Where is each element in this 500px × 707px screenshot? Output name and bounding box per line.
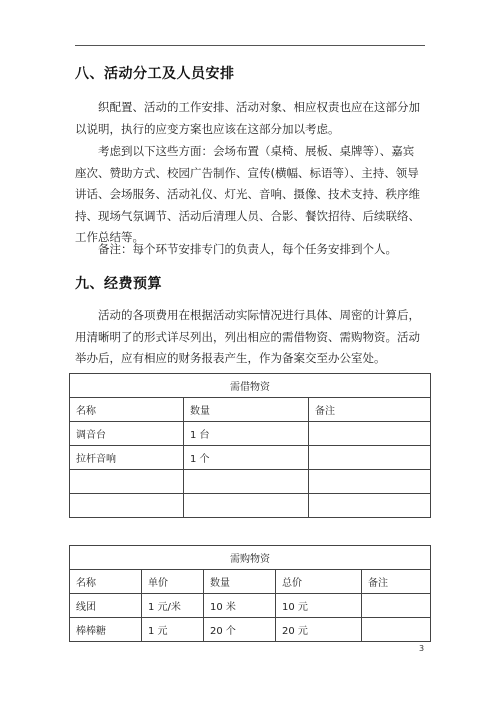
section-9-heading: 九、经费预算: [75, 276, 162, 292]
purchase-cell: 10 米: [204, 594, 276, 618]
borrow-cell: 1 台: [184, 422, 309, 446]
purchase-header-total: 总价: [276, 570, 362, 594]
table-row: [70, 618, 431, 642]
borrow-header-remark: 备注: [309, 398, 431, 422]
borrow-cell: [309, 422, 431, 446]
borrow-cell: [309, 446, 431, 470]
borrow-cell: [309, 470, 431, 494]
section-9-paragraph-1: 活动的各项费用在根据活动实际情况进行具体、周密的计算后，用清晰明了的形式详尽列出，列出相应的需借物资、需购物资。活动举办后，应有相应的财务报表产生，作为备案交至办公室处。: [75, 308, 420, 365]
table-row: [70, 470, 431, 494]
purchase-cell: [362, 618, 431, 642]
purchase-cell: [362, 594, 431, 618]
borrow-header-quantity: 数量: [184, 398, 309, 422]
borrow-table-caption: 需借物资: [70, 374, 431, 398]
table-row: [70, 422, 431, 446]
purchase-cell: 线团: [70, 594, 142, 618]
borrow-cell: [70, 494, 184, 518]
purchase-cell: 10 元: [276, 594, 362, 618]
borrow-cell: [184, 470, 309, 494]
borrow-cell: 1 个: [184, 446, 309, 470]
borrow-cell: 调音台: [70, 422, 184, 446]
borrow-items-table: [69, 373, 431, 518]
header-rule: [75, 45, 425, 46]
purchase-cell: 1 元: [142, 618, 204, 642]
purchase-header-quantity: 数量: [204, 570, 276, 594]
purchase-items-table: [69, 545, 431, 642]
purchase-header-remark: 备注: [362, 570, 431, 594]
page-number: 3: [419, 644, 425, 653]
purchase-cell: 20 元: [276, 618, 362, 642]
purchase-table-caption: 需购物资: [70, 546, 431, 570]
borrow-header-name: 名称: [70, 398, 184, 422]
borrow-cell: [70, 470, 184, 494]
section-8-paragraph-1: 织配置、活动的工作安排、活动对象、相应权责也应在这部分加以说明，执行的应变方案也应该在这部分加以考虑。: [75, 100, 420, 136]
borrow-cell: 拉杆音响: [70, 446, 184, 470]
table-row: [70, 494, 431, 518]
table-row: [70, 594, 431, 618]
section-8-paragraph-2: 考虑到以下这些方面：会场布置（桌椅、展板、桌牌等）、嘉宾座次、赞助方式、校园广告制作、宣传(横幅、标语等）、主持、领导讲话、会场服务、活动礼仪、灯光、音响、摄像、技术支持、秩序维持、现场气氛调节、活动后清理人员、合影、餐饮招待、后续联络、工作总结等。: [75, 144, 420, 244]
borrow-cell: [309, 494, 431, 518]
purchase-cell: 棒棒糖: [70, 618, 142, 642]
purchase-cell: 1 元/米: [142, 594, 204, 618]
purchase-header-name: 名称: [70, 570, 142, 594]
purchase-header-unit-price: 单价: [142, 570, 204, 594]
section-8-note: 备注：每个环节安排专门的负责人，每个任务安排到个人。: [98, 242, 397, 256]
section-8-heading: 八、活动分工及人员安排: [75, 66, 235, 82]
borrow-cell: [184, 494, 309, 518]
table-row: [70, 446, 431, 470]
purchase-cell: 20 个: [204, 618, 276, 642]
